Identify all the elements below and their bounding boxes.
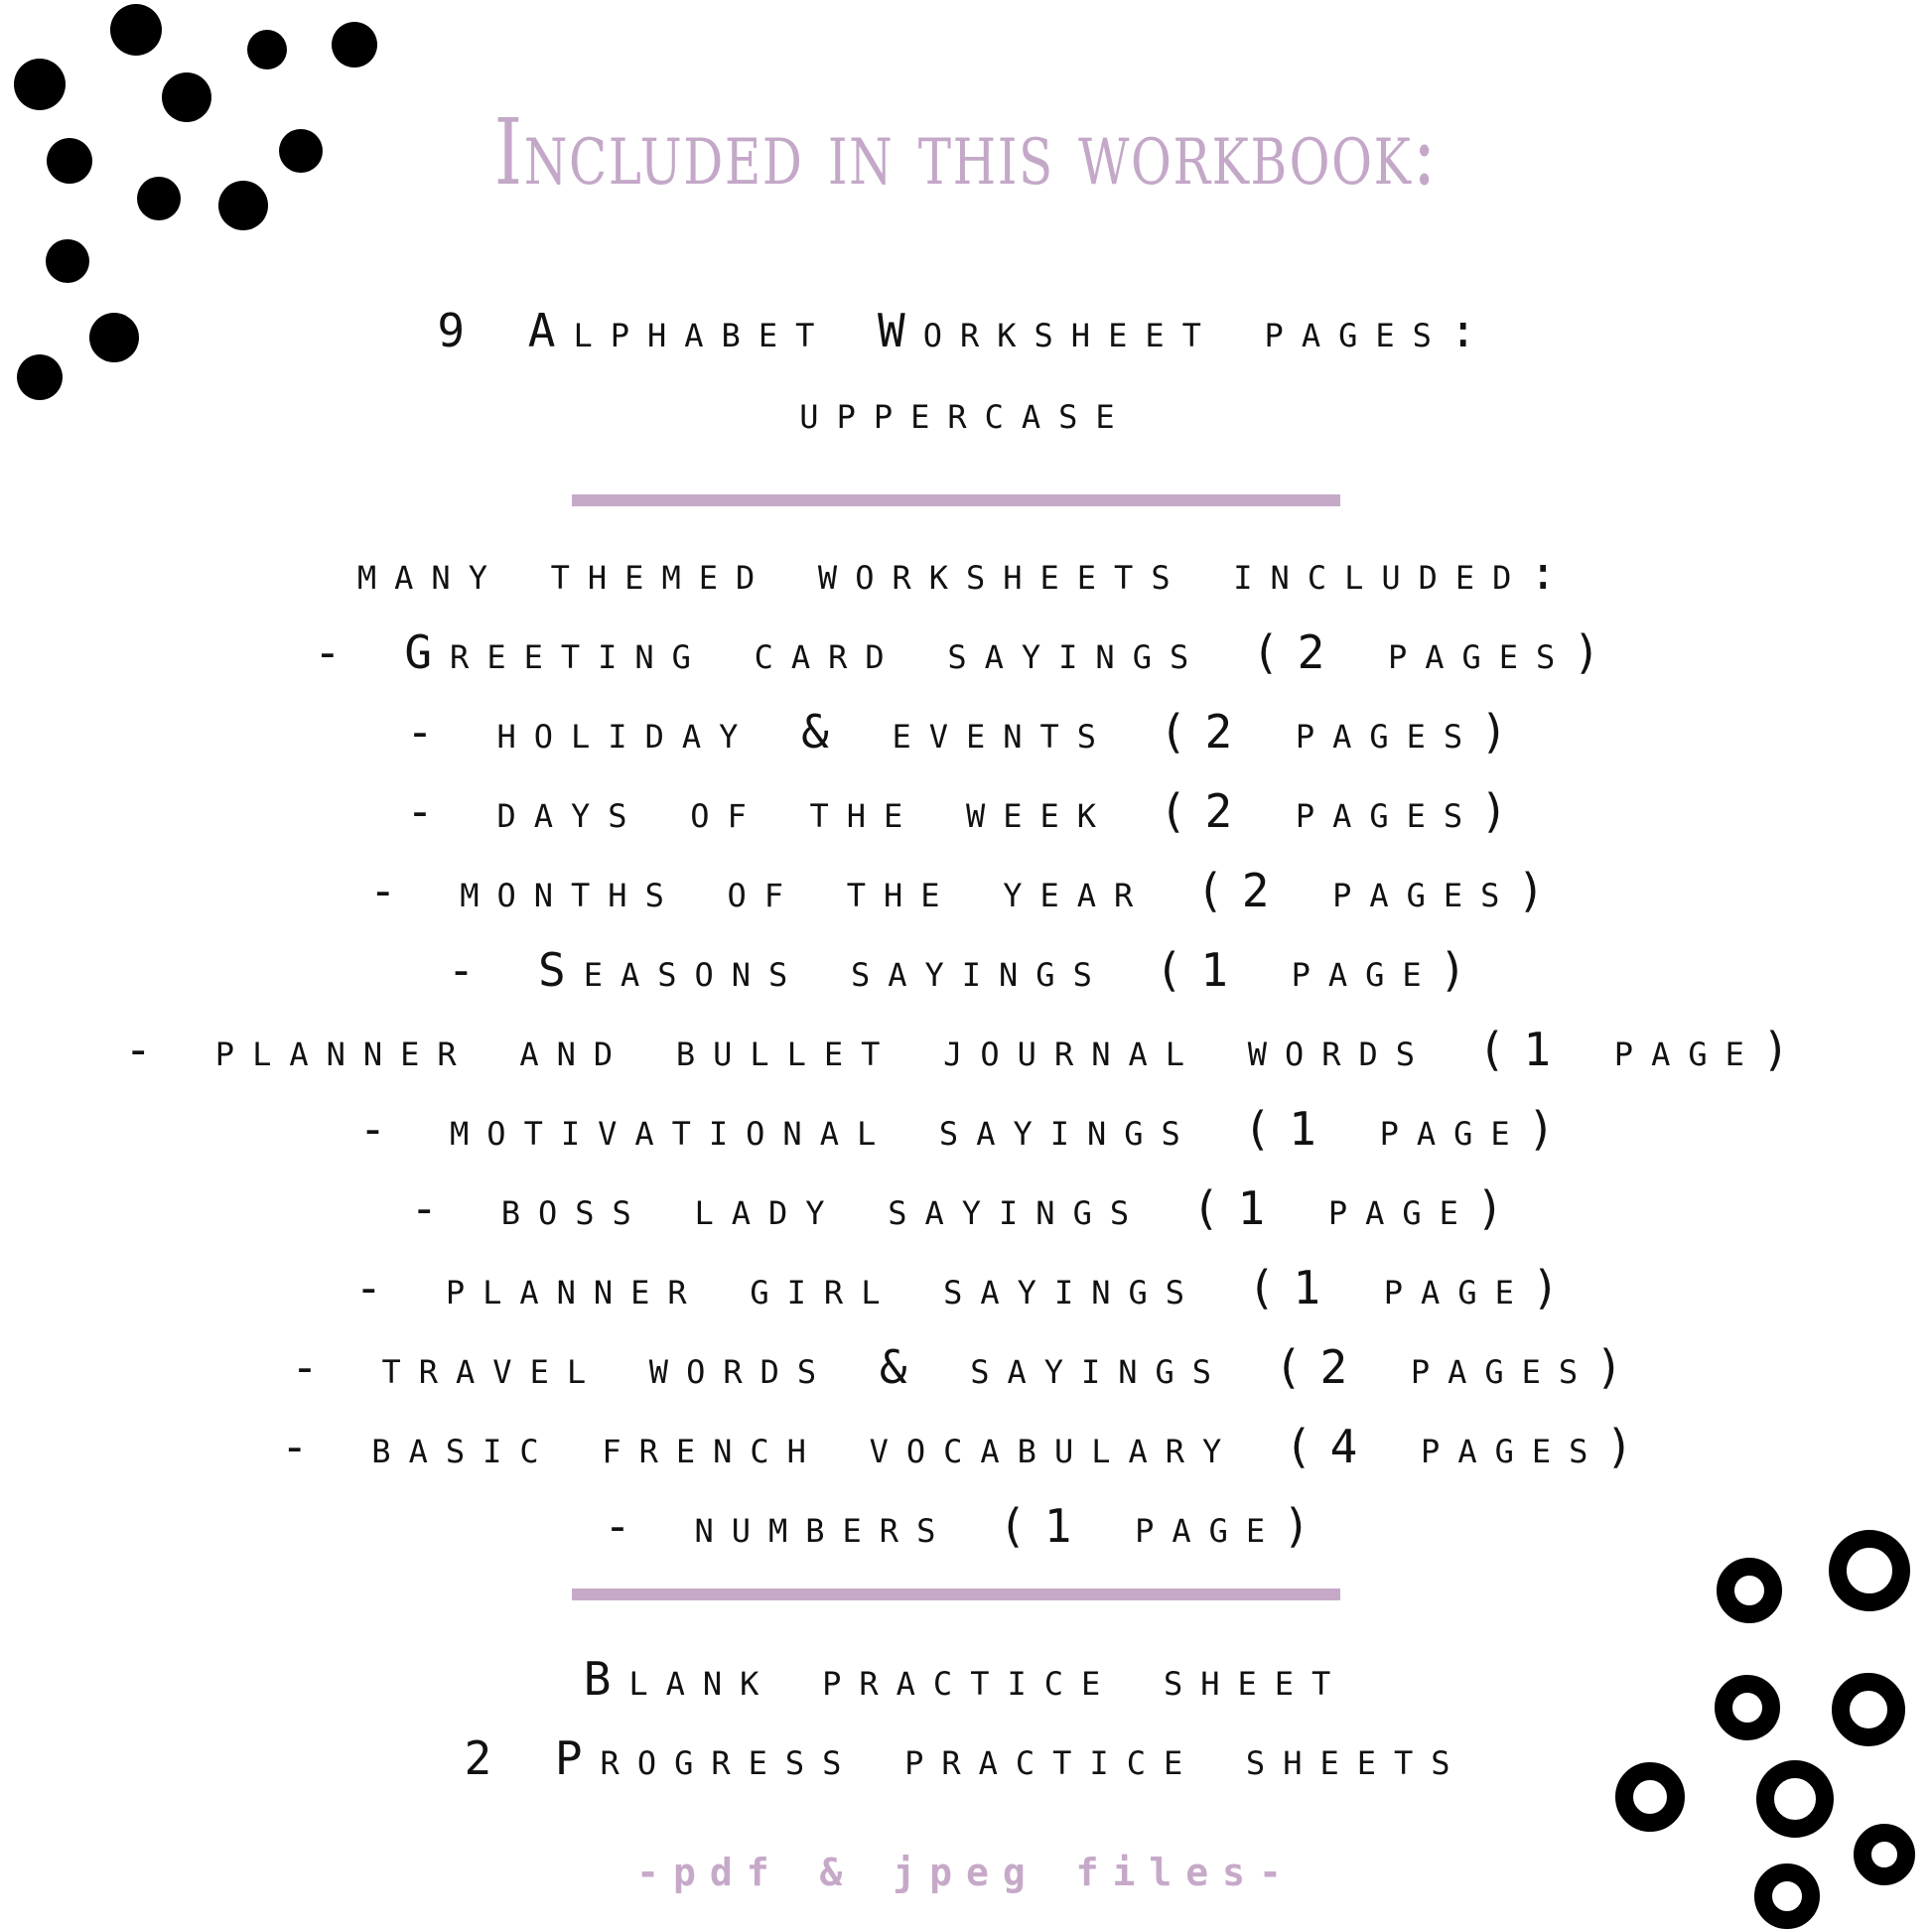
list-item: - holiday & events (2 pages) bbox=[406, 705, 1526, 759]
list-item: - boss lady sayings (1 page) bbox=[410, 1181, 1522, 1235]
alphabet-line-1: 9 Alphabet Worksheet pages: bbox=[437, 304, 1495, 357]
list-item: - travel words & sayings (2 pages) bbox=[291, 1340, 1641, 1394]
list-item: - planner and bullet journal words (1 page) bbox=[124, 1023, 1808, 1076]
list-item: - motivational sayings (1 page) bbox=[358, 1102, 1574, 1156]
file-format-footer: -pdf & jpeg files- bbox=[636, 1851, 1296, 1894]
list-item: - numbers (1 page) bbox=[604, 1499, 1328, 1553]
themed-heading: many themed worksheets included: bbox=[356, 546, 1576, 600]
list-item: - planner girl sayings (1 page) bbox=[354, 1261, 1578, 1314]
list-item: - Greeting card sayings (2 pages) bbox=[313, 625, 1619, 679]
divider-top bbox=[572, 494, 1340, 506]
page-title: Included in this workbook: bbox=[493, 99, 1439, 206]
list-item: - months of the year (2 pages) bbox=[368, 864, 1564, 917]
list-item: - Seasons sayings (1 page) bbox=[447, 943, 1485, 997]
alphabet-line-2: uppercase bbox=[799, 385, 1133, 439]
list-item: - days of the week (2 pages) bbox=[406, 784, 1526, 838]
extras-line-2: 2 Progress practice sheets bbox=[464, 1731, 1468, 1785]
extras-line-1: Blank practice sheet bbox=[583, 1652, 1349, 1706]
list-item: - basic french vocabulary (4 pages) bbox=[280, 1420, 1652, 1473]
divider-bottom bbox=[572, 1588, 1340, 1600]
